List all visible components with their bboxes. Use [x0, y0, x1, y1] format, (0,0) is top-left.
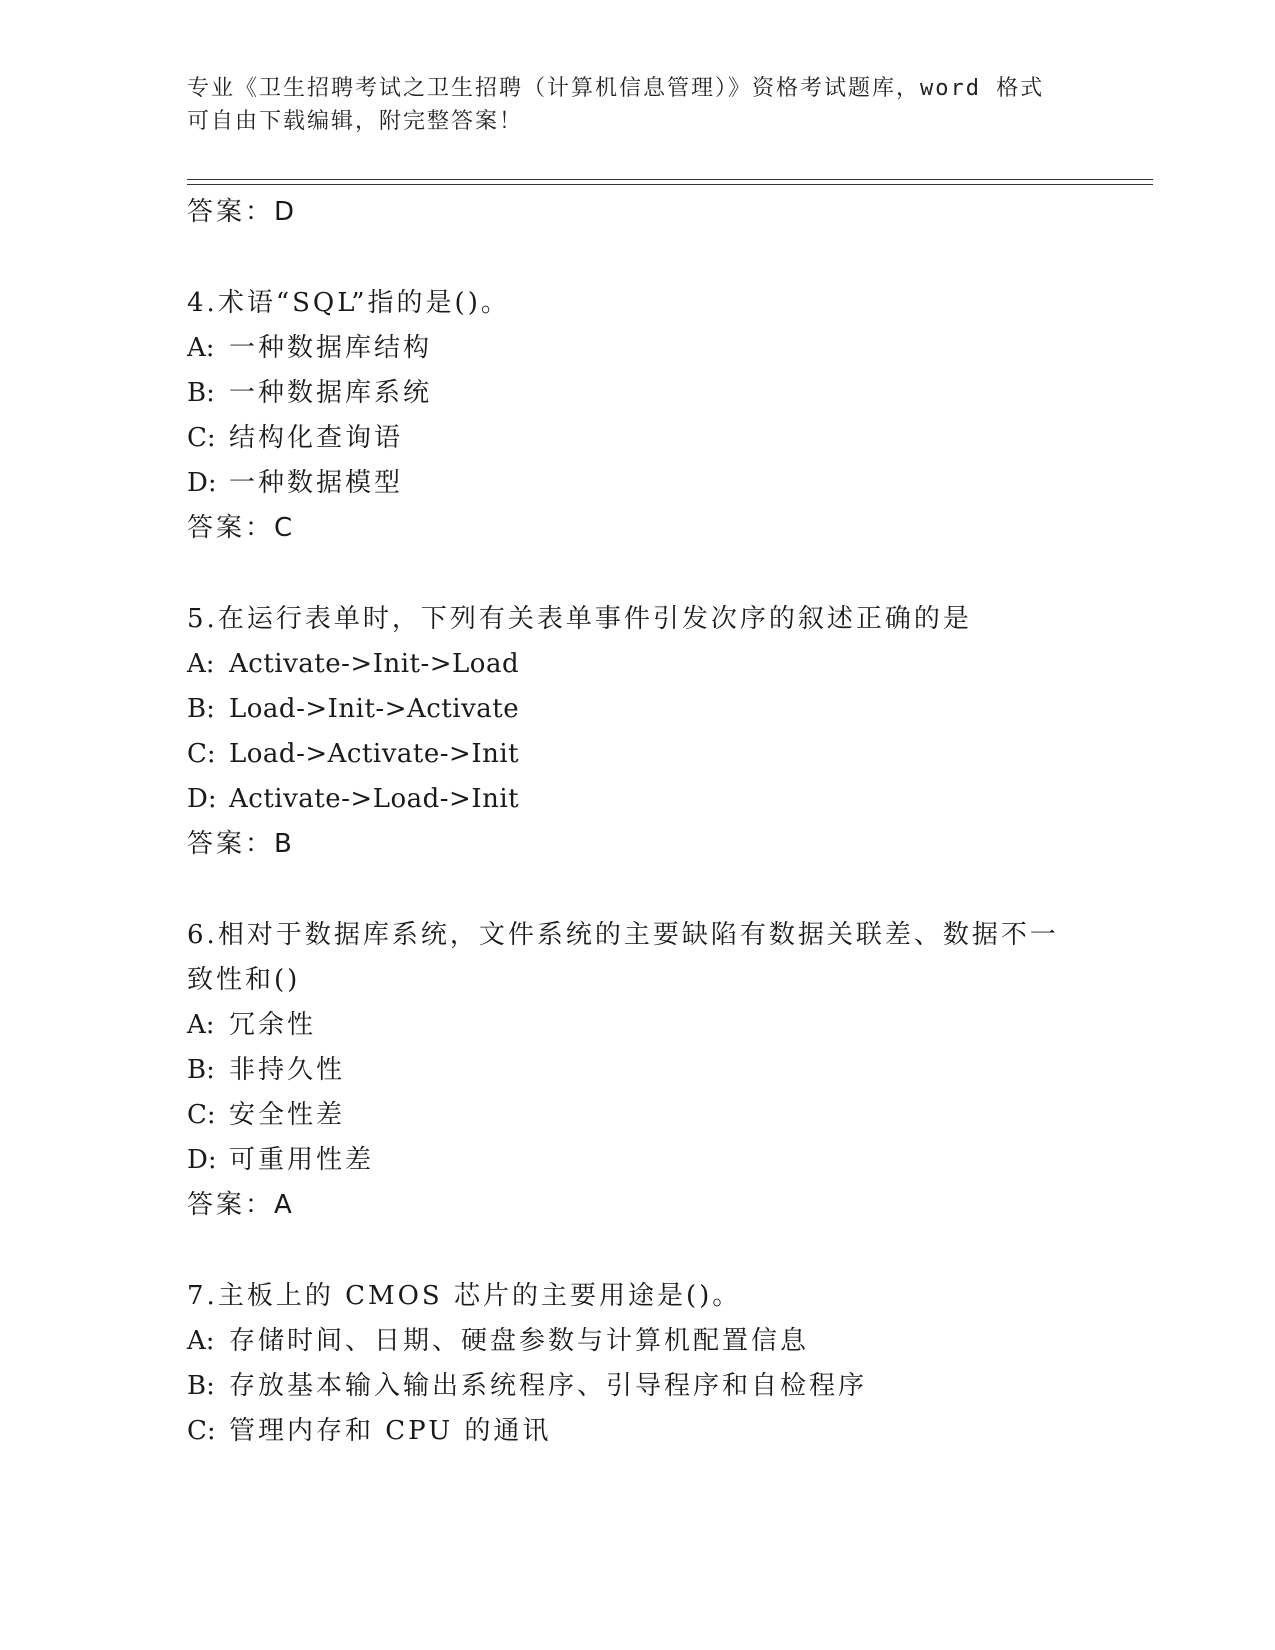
option-text: 冗余性	[229, 1010, 317, 1040]
option-key: B:	[187, 1371, 215, 1401]
option-d	[187, 1138, 1187, 1183]
answer-value: D	[274, 197, 296, 227]
question-text: 相对于数据库系统，文件系统的主要缺陷有数据关联差、数据不一	[217, 920, 1059, 950]
question-number: 6.	[187, 920, 218, 950]
option-b	[187, 1048, 1187, 1093]
option-c	[187, 1093, 1187, 1138]
option-text: 非持久性	[229, 1055, 346, 1085]
answer-line	[187, 822, 1187, 867]
option-text: 存放基本输入输出系统程序、引导程序和自检程序	[229, 1371, 868, 1401]
answer-label: 答案：	[187, 197, 275, 227]
question-text: 主板上的 CMOS 芯片的主要用途是()。	[217, 1281, 742, 1311]
option-c	[187, 1409, 1187, 1454]
header-line-1: 专业《卫生招聘考试之卫生招聘（计算机信息管理）》资格考试题库，word 格式	[187, 76, 1045, 101]
option-key: C:	[187, 1100, 216, 1130]
option-c	[187, 416, 1187, 461]
option-key: A:	[187, 649, 215, 679]
answer-line	[187, 1183, 1187, 1228]
question-4	[187, 281, 1067, 326]
option-b	[187, 687, 1187, 732]
question-text-line: 致性和()	[187, 965, 301, 995]
option-text: Load->Activate->Init	[229, 739, 520, 769]
option-a	[187, 1003, 1187, 1048]
option-c	[187, 732, 1187, 777]
answer-line	[187, 506, 1187, 551]
option-text: 存储时间、日期、硬盘参数与计算机配置信息	[229, 1326, 810, 1356]
question-text-line	[187, 281, 1067, 326]
option-key: C:	[187, 739, 216, 769]
question-text-line	[187, 1274, 1067, 1319]
option-key: C:	[187, 1416, 216, 1446]
spacer	[187, 1228, 1187, 1274]
option-a	[187, 642, 1187, 687]
option-text: 结构化查询语	[229, 423, 404, 453]
option-key: B:	[187, 1055, 215, 1085]
spacer	[187, 551, 1187, 597]
option-b	[187, 371, 1187, 416]
question-number: 7.	[187, 1281, 218, 1311]
answer-value: A	[274, 1190, 293, 1220]
answer-line	[187, 190, 1187, 235]
option-key: A:	[187, 1326, 215, 1356]
option-key: D:	[187, 1145, 217, 1175]
header-rule-bottom	[187, 184, 1153, 185]
option-key: A:	[187, 333, 215, 363]
question-number: 5.	[187, 604, 218, 634]
option-key: D:	[187, 468, 217, 498]
header-rule-top	[187, 179, 1153, 180]
option-text: Activate->Load->Init	[229, 784, 520, 814]
option-b	[187, 1364, 1187, 1409]
question-6	[187, 913, 1067, 1003]
question-list	[187, 190, 1187, 1454]
option-key: B:	[187, 378, 215, 408]
option-key: B:	[187, 694, 215, 724]
option-text: 一种数据库系统	[229, 378, 433, 408]
answer-value: B	[274, 829, 293, 859]
option-text: 一种数据模型	[229, 468, 404, 498]
option-text: Load->Init->Activate	[229, 694, 520, 724]
option-text: 安全性差	[229, 1100, 346, 1130]
question-7	[187, 1274, 1067, 1319]
question-text: 在运行表单时，下列有关表单事件引发次序的叙述正确的是	[217, 604, 972, 634]
option-text: 可重用性差	[229, 1145, 375, 1175]
spacer	[187, 867, 1187, 913]
option-d	[187, 461, 1187, 506]
question-5	[187, 597, 1067, 642]
spacer	[187, 235, 1187, 281]
answer-value: C	[274, 513, 294, 543]
option-a	[187, 326, 1187, 371]
question-text-line	[187, 913, 1067, 958]
option-key: D:	[187, 784, 217, 814]
page-header	[187, 72, 1067, 138]
answer-label: 答案：	[187, 1190, 275, 1220]
option-text: Activate->Init->Load	[229, 649, 520, 679]
option-d	[187, 777, 1187, 822]
answer-label: 答案：	[187, 513, 275, 543]
option-a	[187, 1319, 1187, 1364]
question-text-line	[187, 597, 1067, 642]
question-text: 术语“SQL”指的是()。	[217, 288, 510, 318]
option-key: A:	[187, 1010, 215, 1040]
answer-label: 答案：	[187, 829, 275, 859]
option-text: 一种数据库结构	[229, 333, 433, 363]
question-number: 4.	[187, 288, 218, 318]
header-line-2: 可自由下载编辑，附完整答案！	[187, 109, 524, 134]
option-key: C:	[187, 423, 216, 453]
option-text: 管理内存和 CPU 的通讯	[229, 1416, 552, 1446]
